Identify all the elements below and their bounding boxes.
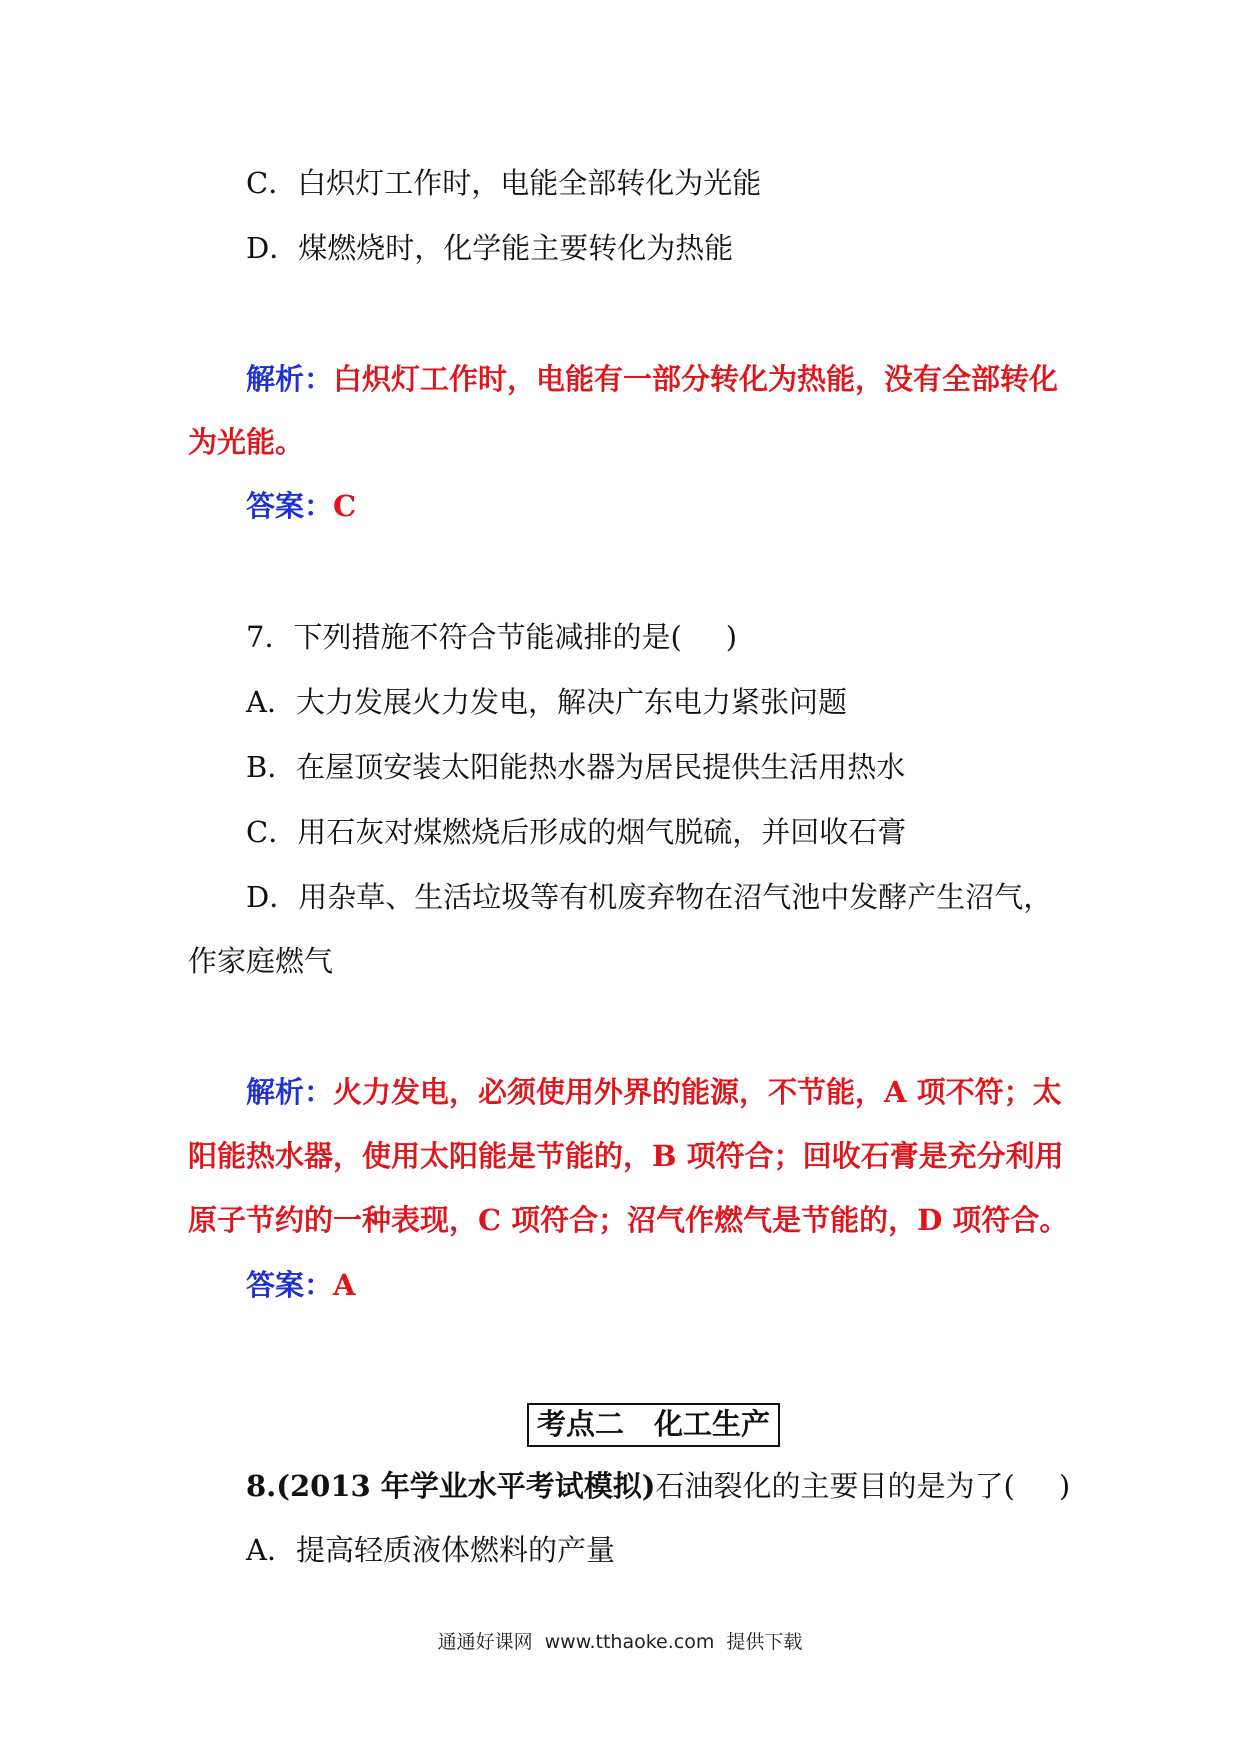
analysis-text: 火力发电，必须使用外界的能源，不节能，A 项不符；太 xyxy=(333,1075,1062,1109)
answer-label: 答案： xyxy=(246,1268,334,1302)
q7-option-d: D．用杂草、生活垃圾等有机废弃物在沼气池中发酵产生沼气， xyxy=(246,880,1053,914)
answer-value: C xyxy=(333,489,357,523)
q7-answer xyxy=(246,1265,356,1305)
q7-stem xyxy=(246,617,737,657)
q7-option-a: A．大力发展火力发电，解决广东电力紧张问题 xyxy=(246,685,847,719)
q6-answer xyxy=(246,486,356,526)
q8-number: 8. xyxy=(246,1469,277,1503)
analysis-label: 解析： xyxy=(246,1075,334,1109)
section-heading xyxy=(527,1403,780,1447)
q8-option-a: A．提高轻质液体燃料的产量 xyxy=(246,1533,615,1567)
q7-option-d-cont: 作家庭燃气 xyxy=(188,944,334,978)
q7-option-c: C．用石灰对煤燃烧后形成的烟气脱硫，并回收石膏 xyxy=(246,815,907,849)
q7-stem-close: ) xyxy=(725,620,738,654)
q8-stem-close: ) xyxy=(1058,1469,1071,1503)
q6-option-c: C．白炽灯工作时，电能全部转化为光能 xyxy=(246,166,762,200)
analysis-label: 解析： xyxy=(246,362,334,396)
q6-analysis-cont: 为光能。 xyxy=(188,425,305,459)
footer-url: www.tthaoke.com xyxy=(544,1631,715,1653)
q7-analysis-cont2: 原子节约的一种表现，C 项符合；沼气作燃气是节能的，D 项符合。 xyxy=(188,1203,1069,1237)
answer-value: A xyxy=(333,1268,356,1302)
section-heading-part2: 化工生产 xyxy=(654,1407,771,1441)
q8-stem-text: 石油裂化的主要目的是为了( xyxy=(655,1469,1015,1503)
q7-analysis xyxy=(246,1072,1062,1112)
q8-source: (2013 年学业水平考试模拟) xyxy=(276,1469,656,1503)
q6-analysis xyxy=(246,359,1058,399)
footer-suffix: 提供下载 xyxy=(726,1631,803,1653)
analysis-text: 白炽灯工作时，电能有一部分转化为热能，没有全部转化 xyxy=(333,362,1059,396)
answer-label: 答案： xyxy=(246,489,334,523)
q7-stem-text: 7．下列措施不符合节能减排的是( xyxy=(246,620,682,654)
q7-analysis-cont1: 阳能热水器，使用太阳能是节能的，B 项符合；回收石膏是充分利用 xyxy=(188,1139,1064,1173)
footer-site-name: 通通好课网 xyxy=(437,1631,533,1653)
page-footer xyxy=(0,1629,1240,1655)
section-heading-part1: 考点二 xyxy=(537,1407,625,1441)
q7-option-b: B．在屋顶安装太阳能热水器为居民提供生活用热水 xyxy=(246,750,906,784)
q8-stem xyxy=(246,1466,1070,1506)
q6-option-d: D．煤燃烧时，化学能主要转化为热能 xyxy=(246,231,734,265)
